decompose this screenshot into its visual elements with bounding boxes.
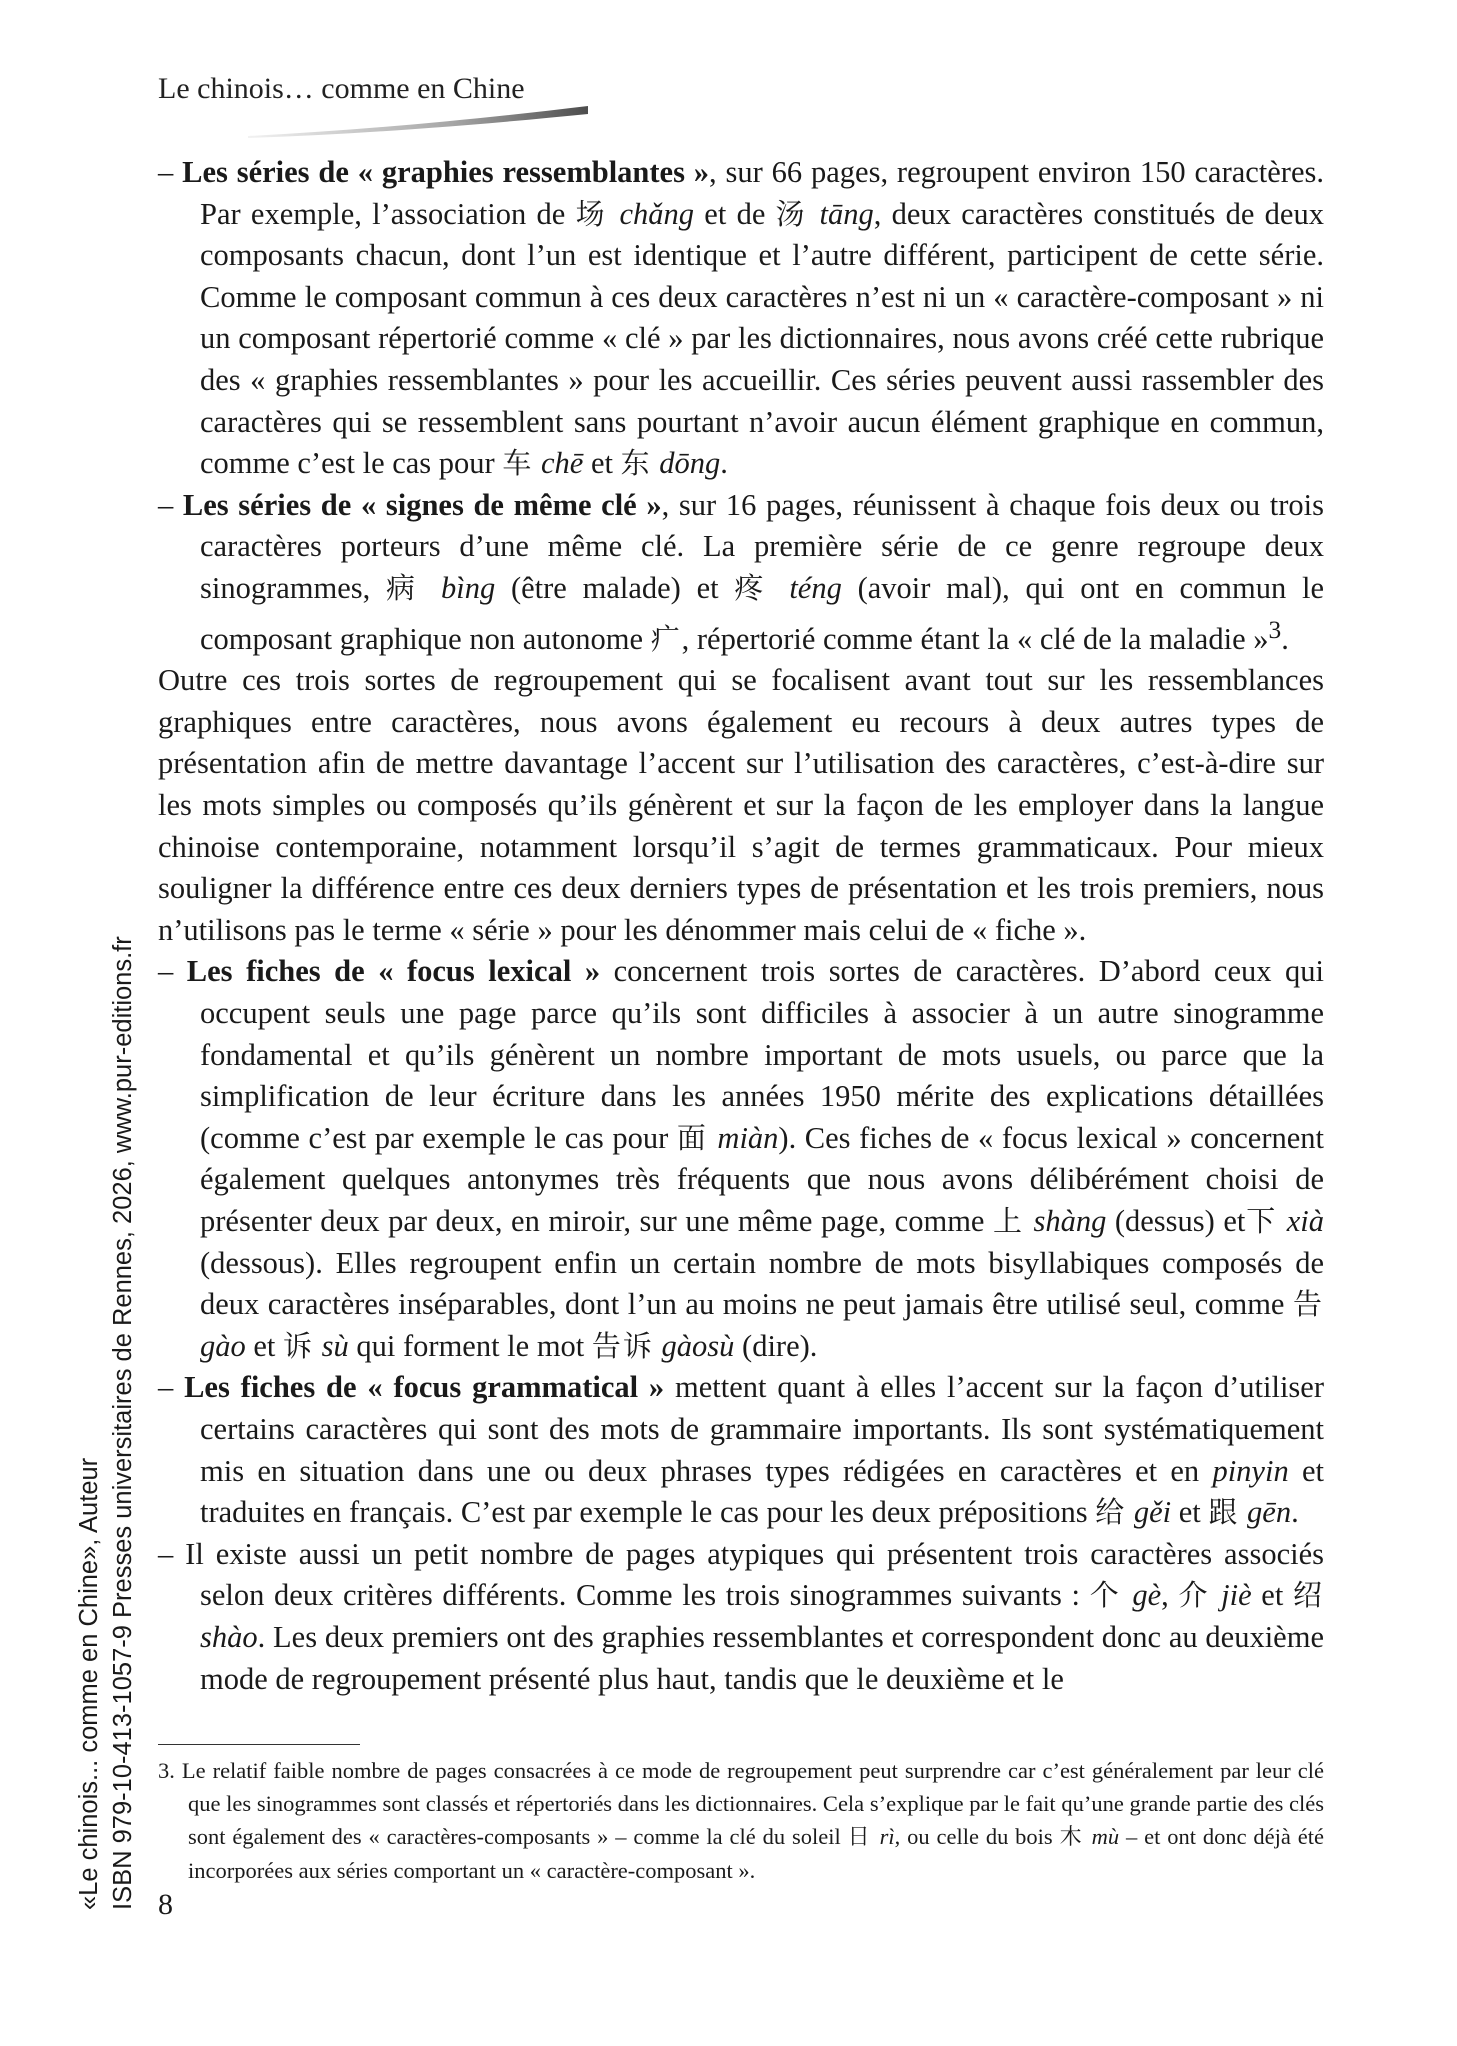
hanzi: 个 xyxy=(1089,1578,1123,1613)
hanzi: 跟 xyxy=(1208,1495,1240,1530)
footnote-3: 3. Le relatif faible nombre de pages consacrées à ce mode de regroupement peut surprendre car c’est généralement par leur clé que les sinogrammes sont classés et répertoriés dans les dictionnaires. Cela s’explique par le fait qu’une grande partie des clés sont également des « caractères-composants » – comme la clé du soleil 日 rì, ou celle du bois 木 mù – et ont donc déjà été incorporées aux séries comportant un « caractère-composant ». xyxy=(158,1758,1324,1883)
body-text xyxy=(158,152,1324,1700)
footnote xyxy=(158,1754,1324,1887)
hanzi: 场 xyxy=(575,196,610,231)
list-item-pages-atypiques: – Il existe aussi un petit nombre de pages atypiques qui présentent trois caractères associés selon deux critères différents. Comme les trois sinogrammes suivants : 个 gè, 介 jiè et 绍 shào. Les deux premiers ont des graphies ressemblantes et correspondent donc au deuxième mode de regroupement présenté plus haut, tandis que le deuxième et le xyxy=(158,1536,1324,1696)
list-item-focus-lexical: – Les fiches de « focus lexical » concernent trois sortes de caractères. D’abord ceux qui occupent seuls une page parce qu’ils sont difficiles à associer à un autre sinogramme fondamental et qu’ils génèrent un nombre important de mots usuels, ou parce que la simplification de leur écriture dans les années 1950 mérite des explications détaillées (comme c’est par exemple le cas pour 面 miàn). Ces fiches de « focus lexical » concernent également quelques antonymes très fréquents que nous avons délibérément choisi de présenter deux par deux, en miroir, sur une même page, comme 上 shàng (dessus) et下 xià (dessous). Elles regroupent enfin un certain nombre de mots bisyllabiques composés de deux caractères inséparables, dont l’un au moins ne peut jamais être utilisé seul, comme 告 gào et 诉 sù qui forment le mot 告诉 gàosù (dire). xyxy=(158,954,1324,1363)
hanzi: 病 xyxy=(386,570,426,605)
side-credit-line1: «Le chinois... comme en Chine», Auteur xyxy=(75,1457,103,1910)
pinyin: gè xyxy=(1132,1578,1162,1613)
pinyin: shàng xyxy=(1033,1204,1107,1238)
hanzi: 诉 xyxy=(283,1328,315,1363)
pinyin: chǎng xyxy=(619,196,695,231)
hanzi: 上 xyxy=(993,1204,1025,1238)
pinyin: dōng xyxy=(659,446,721,481)
item-heading: Les fiches de « focus lexical » xyxy=(186,954,601,989)
pinyin: shào xyxy=(200,1619,258,1654)
side-credit-line2: ISBN 979-10-413-1057-9 Presses universitaires de Rennes, 2026, www.pur-editions.fr xyxy=(109,936,137,1910)
hanzi: 木 xyxy=(1059,1825,1085,1850)
paragraph-outre: Outre ces trois sortes de regroupement qui se focalisent avant tout sur les ressemblances graphiques entre caractères, nous avons également eu recours à deux autres types de présentation afin de mettre davantage l’accent sur l’utilisation des caractères, c’est-à-dire sur les mots simples ou composés qu’ils génèrent et sur la façon de les employer dans la langue chinoise contemporaine, notamment lorsqu’il s’agit de termes grammaticaux. Pour mieux souligner la différence entre ces deux derniers types de présentation et les trois premiers, nous n’utilisons pas le terme « série » pour les dénommer mais celui de « fiche ». xyxy=(158,663,1324,947)
hanzi: 介 xyxy=(1178,1578,1212,1613)
list-item-meme-cle: – Les séries de « signes de même clé », sur 16 pages, réunissent à chaque fois deux ou trois caractères porteurs d’une même clé. La première série de ce genre regroupe deux sinogrammes, 病 bìng (être malade) et 疼 téng (avoir mal), qui ont en commun le composant graphique non autonome 疒, répertorié comme étant la « clé de la maladie »$^3$. xyxy=(158,487,1325,656)
pinyin: rì xyxy=(879,1824,895,1849)
pinyin: pinyin xyxy=(1212,1453,1289,1488)
pinyin: gēn xyxy=(1247,1495,1292,1530)
hanzi: 给 xyxy=(1095,1495,1127,1530)
header-swoosh-rule xyxy=(248,104,588,138)
item-heading: Les séries de « graphies ressemblantes » xyxy=(182,155,710,189)
pinyin: téng xyxy=(789,570,842,605)
footnote-divider xyxy=(158,1744,360,1745)
hanzi: 告诉 xyxy=(591,1328,654,1363)
hanzi: 面 xyxy=(676,1120,709,1155)
hanzi: 车 xyxy=(502,446,534,481)
item-heading: Les fiches de « focus grammatical » xyxy=(184,1370,665,1405)
pinyin: sù xyxy=(321,1328,349,1363)
pinyin: xià xyxy=(1286,1204,1324,1238)
pinyin: chē xyxy=(540,446,584,481)
list-item-graphies-ressemblantes: – Les séries de « graphies ressemblantes », sur 66 pages, regroupent environ 150 caractères. Par exemple, l’association de 场 chǎng et de 汤 tāng, deux caractères constitués de deux composants chacun, dont l’un est identique et l’autre différent, participent de cette série. Comme le composant commun à ces deux caractères n’est ni un « caractère-composant » ni un composant répertorié comme « clé » par les dictionnaires, nous avons créé cette rubrique des « graphies ressemblantes » pour les accueillir. Ces séries peuvent aussi rassembler des caractères qui se ressemblent sans pourtant n’avoir aucun élément graphique en commun, comme c’est le cas pour 车 chē et 东 dōng. xyxy=(158,155,1324,481)
footnote-number: 3. xyxy=(158,1758,182,1783)
pinyin: gěi xyxy=(1133,1495,1172,1530)
pinyin: gàosù xyxy=(661,1328,735,1363)
hanzi: 下 xyxy=(1245,1204,1279,1238)
hanzi: 疼 xyxy=(734,570,774,605)
pinyin: bìng xyxy=(440,570,496,605)
hanzi: 疒 xyxy=(650,621,682,656)
pinyin: jiè xyxy=(1221,1578,1252,1613)
hanzi: 日 xyxy=(847,1825,873,1850)
hanzi: 汤 xyxy=(775,196,810,231)
pinyin: mù xyxy=(1091,1824,1120,1849)
side-credit xyxy=(72,936,140,1910)
footnote-ref: 3 xyxy=(1268,615,1282,644)
pinyin: miàn xyxy=(717,1120,779,1155)
pinyin: gào xyxy=(200,1328,246,1363)
item-heading: Les séries de « signes de même clé » xyxy=(182,487,662,522)
page-number: 8 xyxy=(158,1888,173,1921)
hanzi: 东 xyxy=(620,446,652,481)
hanzi: 告 xyxy=(1292,1287,1324,1322)
running-head: Le chinois… comme en Chine xyxy=(158,72,525,105)
pinyin: tāng xyxy=(819,196,874,231)
hanzi: 绍 xyxy=(1292,1578,1324,1613)
list-item-focus-grammatical: – Les fiches de « focus grammatical » mettent quant à elles l’accent sur la façon d’utiliser certains caractères qui sont des mots de grammaire importants. Ils sont systématiquement mis en situation dans une ou deux phrases types rédigées en caractères et en pinyin et traduites en français. C’est par exemple le cas pour les deux prépositions 给 gěi et 跟 gēn. xyxy=(158,1370,1324,1530)
